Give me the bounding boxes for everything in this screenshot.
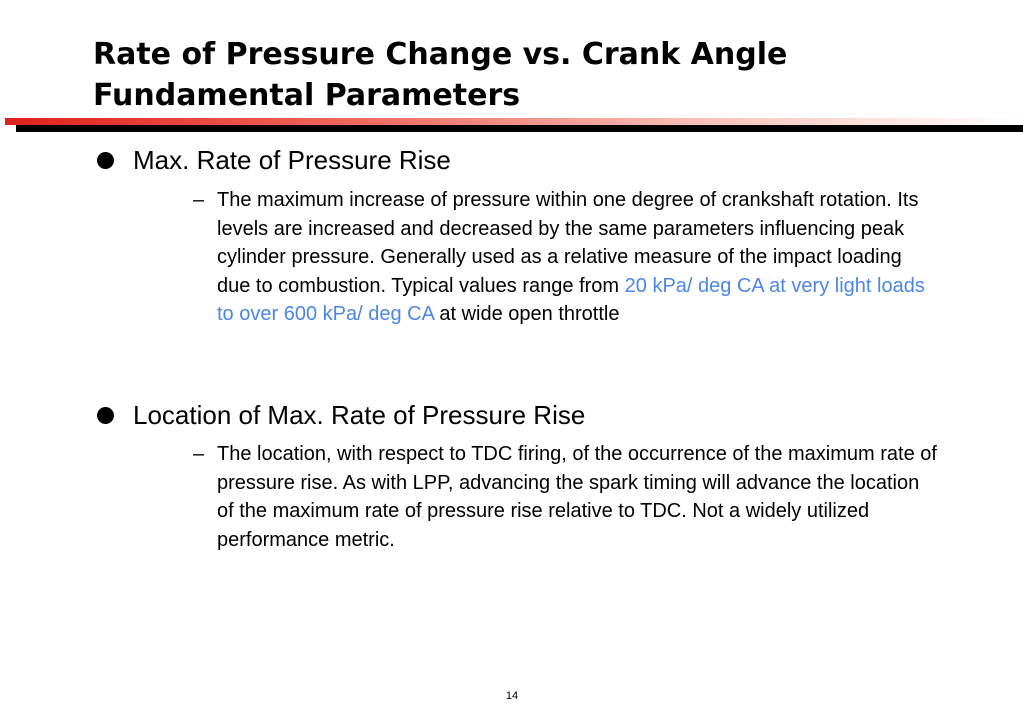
title-divider-black-bar — [16, 125, 1023, 132]
bullet-dot-icon — [97, 407, 114, 424]
sub-item-highlight: 20 kPa/ deg CA at very light loads to over 600 kPa/ deg CA — [217, 274, 925, 325]
bullet-label: Location of Max. Rate of Pressure Rise — [133, 400, 586, 430]
title-divider-red-bar — [5, 118, 1023, 125]
dash-icon: – — [193, 443, 205, 465]
sub-item-text-part-a: The maximum increase of pressure within one degree of crankshaft rotation. Its levels are increased and decreased by the same parameters influencing peak cylinder pressure. Generally used as a relative measure of the impact loading due to combustion. Typical values range from — [217, 189, 919, 297]
bullet-dot-icon — [97, 152, 114, 169]
title-divider — [5, 118, 1023, 135]
slide-title-line-1: Rate of Pressure Change vs. Crank Angle — [93, 37, 788, 72]
page-number: 14 — [505, 690, 519, 702]
slide-title-line-2: Fundamental Parameters — [93, 78, 521, 113]
sub-item-text: The location, with respect to TDC firing, of the occurrence of the maximum rate of pressure rise. As with LPP, advancing the spark timing will advance the location of the maximum rate of pressure rise relative to TDC. Not a widely utilized performance metric. — [217, 443, 937, 551]
slide-title — [93, 34, 973, 116]
sub-item-text — [217, 186, 937, 329]
dash-icon: – — [193, 189, 205, 211]
sub-item-text-part-b: at wide open throttle — [433, 303, 620, 325]
bullet-label: Max. Rate of Pressure Rise — [133, 145, 451, 175]
